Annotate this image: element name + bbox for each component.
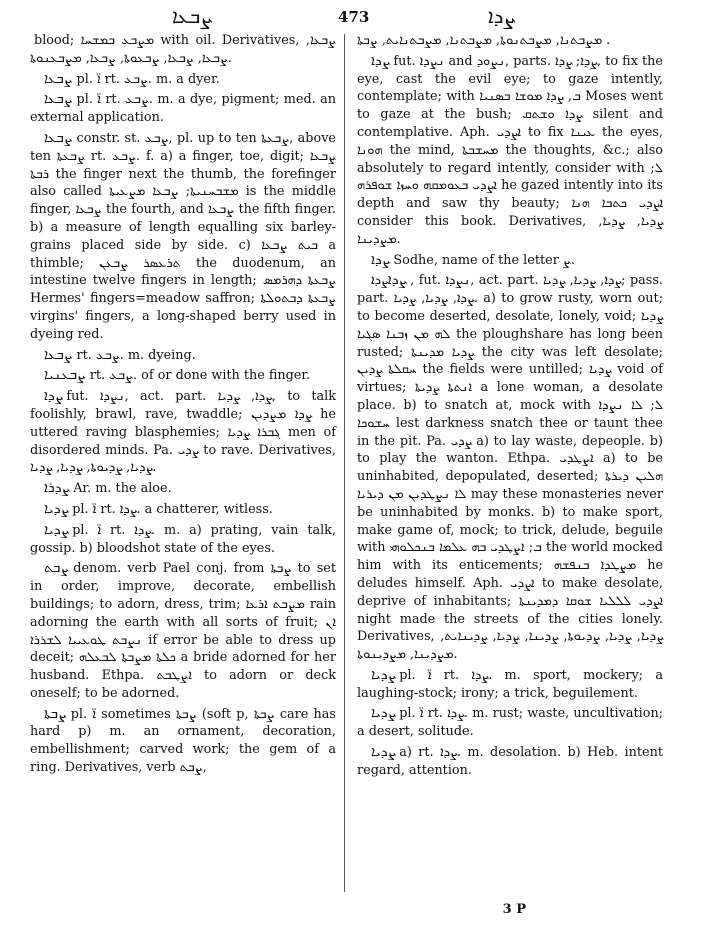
entry-headword: ܨܕܝܐ: [371, 666, 396, 683]
right-running-head: ܨܕܐ: [488, 4, 515, 28]
dictionary-entry: [357, 272, 663, 664]
dictionary-entry: [30, 91, 336, 127]
dictionary-entry: [30, 388, 336, 477]
entry-text: a) rt. ܨܕܐ. m. desolation. b) Heb. intent regard, attention.: [357, 745, 663, 778]
entry-text: pl. ܐ̈ rt. ܨܒܥ. m. a dye, pigment; med. an external application.: [30, 92, 336, 126]
entry-headword: ܨܕܝܐ: [44, 521, 69, 538]
dictionary-entry: [30, 522, 336, 558]
entry-headword: ܨܒܥܐ: [44, 129, 73, 146]
column-divider: [344, 34, 345, 892]
dictionary-entry: [30, 347, 336, 365]
entry-text: pl. ܐ̈ rt. ܨܒܥ. m. a dyer.: [76, 71, 220, 87]
dictionary-entry: [30, 706, 336, 777]
left-running-head: ܨܒܥܐ: [172, 4, 213, 28]
entry-headword: ܨܕܝܐ: [371, 705, 396, 722]
entry-text: pl. ܐ̈ rt. ܨܕܐ. m. rust; waste, uncultivation; a desert, solitude.: [357, 706, 664, 740]
dictionary-entry: [30, 560, 336, 702]
running-header: [0, 4, 704, 30]
entry-text: ܡܨܒܬܢܐ, ܡܨܒܬܢܘܬܐ, ܡܨܒܬܢܐ, ܡܨܒܬܢܐܝܬ, ܨܒܬܐ.: [357, 33, 611, 48]
dictionary-entry: [30, 71, 336, 89]
entry-headword: ܨܒܬ: [44, 560, 70, 577]
entry-text: denom. verb Pael conj. from ܨܒܬܐ to set in order, improve, decorate, embellish buildings; to adorn, dress, trim; ܡܨܒܬ ܐܪܥܐ rain adorning the earth with all sorts of fruit; ܐܢ ܢܨܒܬ ܛܘܥܝܝܐ ܠܫܪܪܐ if error be able to dress up deceit; ܟܠܬܐ ܡܨܒܬܐ ܠܒܥܠܗ a bride adorned for her husband. Ethpa. ܐܨܛܒܬ to adorn or deck oneself; to be adorned.: [30, 561, 337, 701]
entry-text: fut. ܢܨܕܐ, act. part. ܨܕܐ, ܨܕܝܐ, to talk foolishly, brawl, rave, twaddle; ܨܕܐ ܡܨܕܝܢ he uttered raving blasphemies; ܓܒܪܐ ܨܕܝܐ men of disordered minds. Pa. ܨܕܝ to rave. Derivatives, ܨܕܝܐ, ܨܕܝܘܬܐ, ܨܕܝܐ, ܨܕܝܐ.: [30, 389, 336, 476]
entry-headword: ܨܒܥܐ: [44, 346, 73, 363]
page-number: 473: [338, 8, 370, 26]
entry-text: Sodhe, name of the letter ܨ.: [393, 252, 575, 268]
entry-text: constr. st. ܨܒܥ, pl. up to ten ܨܒܥܬܐ, above ten ܨܒܥܬܐ rt. ܨܒܥ. f. a) a finger, toe, digit; ܨܒܥܐ ܪܒܬܐ the finger next the thumb, the forefinger also called ܡܫܒܚܢܝܬܐ; ܨܒܥܐ ܡܨܥܝܬܐ is the middle finger, ܨܒܥܐ the fourth, and ܨܒܥܐ the fifth finger. b) a measure of length equalling six barley-grains placed side by side. c) ܒܝܬ ܨܒܥܐ a thimble; ܬܪܥܣܪ ܨܒܥܢ the duodenum, an intestine twelve fingers in length; ܨܒܥܬܐ ܕܗܪܡܣ Hermes' fingers=meadow saffron; ܨܒܥܬܐ ܕܒܬܘܠܬܐ virgins' fingers, a long-shaped berry used in dyeing red.: [30, 130, 337, 342]
entry-text: pl. ܐ̈ rt. ܨܕܐ. m. a) prating, vain talk, gossip. b) bloodshot state of the eyes.: [30, 522, 337, 556]
dictionary-entry: [357, 744, 663, 780]
signature-mark: 3 P: [502, 902, 526, 917]
entry-headword: ܨܒܥܐ: [44, 91, 73, 108]
entry-headword: ܨܒܬܐ: [44, 705, 67, 722]
dictionary-entry: [30, 32, 336, 68]
entry-headword: ܨܕܐ: [44, 388, 63, 405]
dictionary-entry: [357, 667, 663, 703]
entry-headword: ܨܒܥܐ: [44, 70, 73, 87]
dictionary-entry: [357, 252, 663, 270]
entry-text: ܨܕܐ, fut. ܢܨܕܐ, act. part. ܨܕܐ, ܨܕܝܐ, ܨܕܝܐ; pass. part. ܨܕܐ, ܨܕܝܐ, ܨܕܝܐ. a) to grow rusty, worn out; to become deserted, desolate, lonely, void; ܨܕܝܐ ܠܗ ܡܢ ܙܒܢܐ ܣܓܝܐ the ploughshare has long been rusted; ܨܕܝܐ ܡܕܝܢܬܐ the city was left desolate; ܚܩܠܬܐ ܨܕܝܢ the fields were untilled; ܨܕܝܐ void of virtues; ܐܢܬܬܐ ܨܕܝܬܐ a lone woman, a desolate place. b) to snatch at, mock with ܠ; ܠܐ ܢܨܕܐ ܚܫܘܟܐ lest darkness snatch thee or taunt thee in the pit. Pa. ܨܕܝ a) to lay waste, depeople. b) to play the wanton. Ethpa. ܐܨܛܕܝ a) to be uninhabited, depopulated, deserted; ܗܠܝܢ ܕܝܪܬܐ ܠܐ ܢܨܛܕܝܢ ܡܢ ܕܝܪܝܐ may these monasteries never be uninhabited by monks. b) to make sport, make game of, mock; to trick, delude, beguile with ܒ; ܐܨܛܕܝ ܒܗ ܥܠܡܐ ܒܢܟܠܘܗܝ the world mocked him with its enticements; ܡܨܛܕܐ ܒܢܦܫܗ he deludes himself. Aph. ܐܨܕܝ to make desolate, deprive of inhabitants; ܐܨܕܝ ܠܠܠܝܐ ܫܘܩܐ ܕܡܕܝܢܬܐ night made the streets of the cities lonely. Derivatives, ܨܕܝܐ, ܨܕܝܐ, ܨܕܝܘܬܐ, ܨܕܝܢܐ, ܨܕܝܐ, ܨܕܝܢܐܝܬ, ܡܨܕܝܢܐ, ܡܨܕܝܢܘܬܐ.: [357, 273, 664, 663]
dictionary-entry: [30, 501, 336, 519]
entry-text: blood; ܡܨܒܥ ܒܡܫܚܐ with oil. Derivatives, ܨܒܥܐ, ܨܒܥܐ, ܨܒܥܐ, ܨܒܥܘܬܐ, ܨܒܥܐ, ܡܨܒܥܢܘܬܐ.: [30, 33, 337, 66]
entry-headword: ܨܕܐ: [387, 272, 407, 289]
entry-headword: ܨܕܐ: [371, 52, 390, 69]
entry-text: pl. ܐ̈ rt. ܨܕܐ. a chatterer, witless.: [72, 501, 273, 517]
left-column: [30, 32, 336, 780]
entry-text: fut. ܢܨܕܐ and ܢܨܘܕ, parts. ܨܕܐ; ܨܕܐ, to fix the eye, cast the evil eye; to gaze intently, contemplate; with ܒ, ܨܕܐ ܡܘܫܐ ܒܣܢܝܐ Moses went to gaze at the bush; ܨܕܐ ܘܫܬܩ silent and contemplative. Aph. ܐܨܕܝ to fix ܥܝܢܐ the eyes, ܗܘܢܐ the mind, ܡܚܫܒܬܐ the thoughts, &c.; also absolutely to regard intently, consider with ܠ; ܐܨܕܝ ܒܥܘܡܩܗ ܘܚܙܐ ܫܘܦܪܗ he gazed intently into its depth and saw thy beauty; ܐܨܕܝ ܟܬܒܐ ܗܢܐ consider this book. Derivatives, ܨܕܝܐ, ܨܕܝܐ, ܡܨܕܝܢܐ.: [357, 53, 664, 247]
entry-headword: ܨܕܐ: [371, 251, 390, 268]
dictionary-entry: [357, 53, 663, 249]
entry-headword: ܨܕܝܐ: [371, 744, 396, 761]
entry-headword: ܨܕܝܐ: [44, 500, 69, 517]
dictionary-entry: [30, 480, 336, 498]
entry-text: rt. ܨܒܥ. m. dyeing.: [76, 347, 196, 363]
right-column: [357, 32, 663, 783]
entry-text: Ar. m. the aloe.: [73, 481, 172, 497]
dictionary-entry: [30, 367, 336, 385]
dictionary-entry: [357, 32, 663, 50]
dictionary-entry: [357, 705, 663, 741]
entry-headword: ܨܒܥܢܝܐ: [44, 367, 86, 384]
entry-text: pl. ܐ̈ sometimes ܨܒܬܐ (soft p, ܨܒܬܐ care has hard p) m. an ornament, decoration, embellishment; carved work; the gem of a ring. Derivatives, verb ܨܒܬ,: [30, 706, 336, 776]
dictionary-entry: [30, 130, 336, 344]
entry-headword: ܨܕܪܐ: [44, 480, 70, 497]
entry-text: pl. ܐ̈ rt. ܨܕܐ. m. sport, mockery; a laughing-stock; irony; a trick, beguilement.: [357, 667, 664, 701]
entry-text: rt. ܨܒܥ. of or done with the finger.: [89, 368, 311, 384]
